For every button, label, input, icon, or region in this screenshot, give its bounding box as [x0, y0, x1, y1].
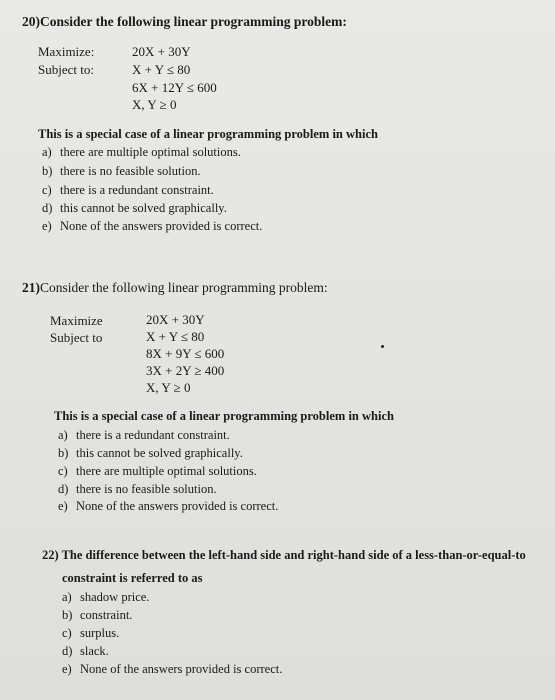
option-text: there is no feasible solution.: [60, 164, 201, 178]
option-text: there are multiple optimal solutions.: [60, 145, 241, 159]
question-stem-line1: The difference between the left-hand side and right-hand side of a less-than-or-equal-to: [61, 548, 526, 562]
option-d[interactable]: [58, 482, 217, 497]
question-prompt: Consider the following linear programming problem:: [40, 14, 347, 29]
option-letter: a): [58, 428, 68, 442]
option-letter: c): [58, 464, 68, 478]
option-b[interactable]: [58, 446, 243, 461]
option-text: this cannot be solved graphically.: [76, 446, 243, 460]
question-number: 22): [42, 548, 59, 562]
option-letter: e): [42, 219, 52, 233]
question-20-header: [22, 14, 347, 30]
option-letter: e): [62, 662, 72, 676]
option-letter: d): [62, 644, 73, 658]
option-letter: e): [58, 499, 68, 513]
option-text: None of the answers provided is correct.: [76, 499, 279, 513]
option-a[interactable]: [62, 590, 149, 605]
question-22-stem: [42, 547, 542, 563]
question-prompt: Consider the following linear programming problem:: [40, 280, 328, 295]
option-d[interactable]: [62, 644, 109, 659]
question-stem: This is a special case of a linear programming problem in which: [54, 409, 394, 423]
option-letter: b): [42, 164, 53, 178]
option-text: None of the answers provided is correct.: [60, 219, 263, 233]
constraint-2: 6X + 12Y ≤ 600: [132, 80, 217, 95]
question-21-header: [22, 280, 328, 296]
constraint-4: X, Y ≥ 0: [146, 380, 191, 395]
option-letter: d): [58, 482, 69, 496]
constraint-3: X, Y ≥ 0: [132, 97, 177, 112]
maximize-label: Maximize: [50, 313, 103, 328]
option-letter: c): [62, 626, 72, 640]
subject-to-label: Subject to:: [38, 62, 94, 77]
option-e[interactable]: [58, 499, 278, 514]
constraint-1: X + Y ≤ 80: [146, 329, 205, 344]
option-c[interactable]: [58, 464, 257, 479]
option-text: there is a redundant constraint.: [76, 428, 230, 442]
option-c[interactable]: [42, 183, 214, 198]
subject-to-label: Subject to: [50, 330, 103, 345]
option-text: constraint.: [80, 608, 133, 622]
option-letter: d): [42, 201, 53, 215]
option-text: this cannot be solved graphically.: [60, 201, 227, 215]
question-number: 21): [22, 280, 40, 295]
constraint-2: 8X + 9Y ≤ 600: [146, 346, 225, 361]
maximize-label: Maximize:: [38, 44, 95, 59]
option-b[interactable]: [42, 164, 201, 179]
option-letter: b): [58, 446, 69, 460]
option-text: slack.: [80, 644, 109, 658]
option-text: there are multiple optimal solutions.: [76, 464, 257, 478]
option-letter: c): [42, 183, 52, 197]
option-letter: a): [62, 590, 72, 604]
objective-function: 20X + 30Y: [146, 312, 205, 327]
option-a[interactable]: [58, 428, 230, 443]
pen-dot: [381, 345, 384, 348]
option-text: there is a redundant constraint.: [60, 183, 214, 197]
question-stem-line2: constraint is referred to as: [62, 571, 203, 585]
option-e[interactable]: [62, 662, 282, 677]
option-text: surplus.: [80, 626, 120, 640]
objective-function: 20X + 30Y: [132, 44, 191, 59]
option-d[interactable]: [42, 201, 227, 216]
question-stem: This is a special case of a linear programming problem in which: [38, 127, 378, 141]
constraint-3: 3X + 2Y ≥ 400: [146, 363, 225, 378]
option-text: there is no feasible solution.: [76, 482, 217, 496]
option-a[interactable]: [42, 145, 241, 160]
option-letter: a): [42, 145, 52, 159]
option-c[interactable]: [62, 626, 119, 641]
constraint-1: X + Y ≤ 80: [132, 62, 191, 77]
option-text: shadow price.: [80, 590, 150, 604]
question-number: 20): [22, 14, 40, 29]
option-b[interactable]: [62, 608, 132, 623]
option-e[interactable]: [42, 219, 262, 234]
option-text: None of the answers provided is correct.: [80, 662, 283, 676]
option-letter: b): [62, 608, 73, 622]
